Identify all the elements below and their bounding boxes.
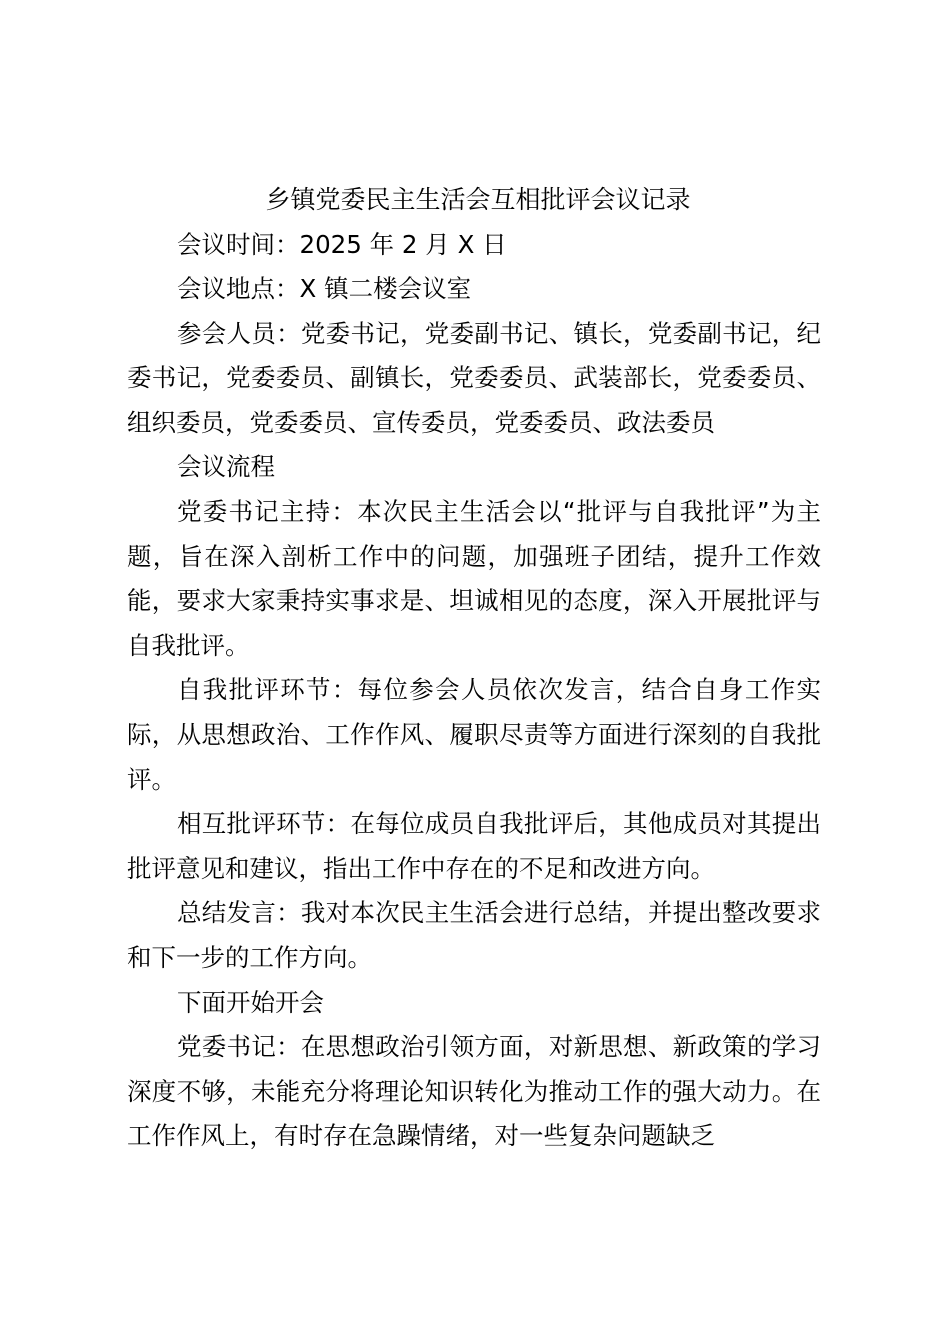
secretary-statement: 党委书记：在思想政治引领方面，对新思想、新政策的学习深度不够，未能充分将理论知识转化为推动工作的强大动力。在工作作风上，有时存在急躁情绪，对一些复杂问题缺乏 [127,1032,821,1151]
meeting-time: 会议时间：2025 年 2 月 X 日 [177,229,507,259]
host-opening: 党委书记主持：本次民主生活会以“批评与自我批评”为主题，旨在深入剖析工作中的问题，加强班子团结，提升工作效能，要求大家秉持实事求是、坦诚相见的态度，深入开展批评与自我批评。 [127,497,821,660]
document-page [127,178,821,1159]
attendees: 参会人员：党委书记，党委副书记、镇长，党委副书记，纪委书记，党委委员、副镇长，党委委员、武装部长，党委委员、组织委员，党委委员、宣传委员，党委委员、政法委员 [127,318,821,437]
meeting-process-heading: 会议流程 [177,452,275,482]
summary-section: 总结发言：我对本次民主生活会进行总结，并提出整改要求和下一步的工作方向。 [127,898,821,972]
meeting-start: 下面开始开会 [177,987,324,1017]
mutual-criticism-section: 相互批评环节：在每位成员自我批评后，其他成员对其提出批评意见和建议，指出工作中存在的不足和改进方向。 [127,809,821,883]
meeting-location: 会议地点：X 镇二楼会议室 [177,274,472,304]
self-criticism-section: 自我批评环节：每位参会人员依次发言，结合自身工作实际，从思想政治、工作作风、履职尽责等方面进行深刻的自我批评。 [127,675,821,794]
document-title: 乡镇党委民主生活会互相批评会议记录 [265,185,691,214]
